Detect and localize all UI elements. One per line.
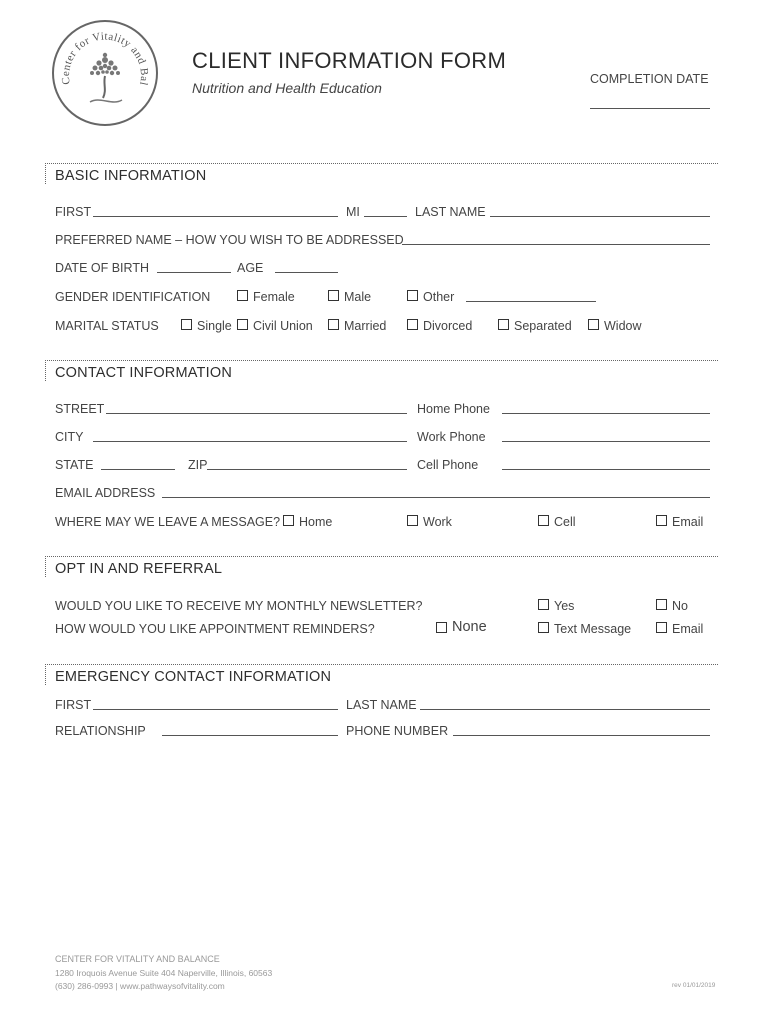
message-work-label: Work <box>423 515 452 529</box>
message-cell-checkbox[interactable] <box>538 515 549 526</box>
reminders-question: HOW WOULD YOU LIKE APPOINTMENT REMINDERS? <box>55 622 375 636</box>
emergency-last-name-label: LAST NAME <box>346 698 417 712</box>
gender-male-label: Male <box>344 290 372 304</box>
message-cell-label: Cell <box>554 515 576 529</box>
reminder-text-checkbox[interactable] <box>538 622 549 633</box>
marital-label: MARITAL STATUS <box>55 319 159 333</box>
gender-other-field[interactable] <box>466 301 596 302</box>
marital-widow-checkbox[interactable] <box>588 319 599 330</box>
newsletter-yes-checkbox[interactable] <box>538 599 549 610</box>
first-name-label: FIRST <box>55 205 92 219</box>
zip-label: ZIP <box>188 458 208 472</box>
marital-civil-union-label: Civil Union <box>253 319 313 333</box>
dob-field[interactable] <box>157 272 231 273</box>
logo <box>52 20 158 126</box>
emergency-last-name-field[interactable] <box>420 709 710 710</box>
marital-widow-label: Widow <box>604 319 642 333</box>
marital-married-checkbox[interactable] <box>328 319 339 330</box>
city-label: CITY <box>55 430 84 444</box>
mi-label: MI <box>346 205 360 219</box>
reminder-none-label: None <box>452 619 487 635</box>
gender-other-checkbox[interactable] <box>407 290 418 301</box>
street-field[interactable] <box>106 413 407 414</box>
work-phone-field[interactable] <box>502 441 710 442</box>
cell-phone-label: Cell Phone <box>417 458 479 472</box>
reminder-text-label: Text Message <box>554 622 632 636</box>
mi-field[interactable] <box>364 216 407 217</box>
dob-label: DATE OF BIRTH <box>55 261 149 275</box>
form-subtitle: Nutrition and Health Education <box>192 80 382 96</box>
reminder-email-label: Email <box>672 622 704 636</box>
form-title: CLIENT INFORMATION FORM <box>192 48 507 73</box>
completion-date-field[interactable] <box>590 108 710 109</box>
svg-text:Center for Vitality and Balanc <box>54 22 150 87</box>
gender-female-checkbox[interactable] <box>237 290 248 301</box>
gender-other-label: Other <box>423 290 455 304</box>
message-label: WHERE MAY WE LEAVE A MESSAGE? <box>55 515 281 529</box>
newsletter-question: WOULD YOU LIKE TO RECEIVE MY MONTHLY NEWSLETTER? <box>55 599 423 613</box>
phone-number-label: PHONE NUMBER <box>346 724 449 738</box>
emergency-first-label: FIRST <box>55 698 92 712</box>
message-work-checkbox[interactable] <box>407 515 418 526</box>
marital-separated-label: Separated <box>514 319 572 333</box>
emergency-first-field[interactable] <box>93 709 338 710</box>
reminder-none-checkbox[interactable] <box>436 622 447 633</box>
relationship-field[interactable] <box>162 735 338 736</box>
phone-number-field[interactable] <box>453 735 710 736</box>
zip-field[interactable] <box>207 469 407 470</box>
email-address-field[interactable] <box>162 497 710 498</box>
message-home-label: Home <box>299 515 333 529</box>
home-phone-label: Home Phone <box>417 402 490 416</box>
marital-divorced-label: Divorced <box>423 319 473 333</box>
home-phone-field[interactable] <box>502 413 710 414</box>
first-name-field[interactable] <box>93 216 338 217</box>
optin-heading: OPT IN AND REFERRAL <box>55 561 223 577</box>
footer-revision: rev 01/01/2019 <box>672 982 716 989</box>
preferred-name-field[interactable] <box>402 244 710 245</box>
gender-female-label: Female <box>253 290 295 304</box>
gender-label: GENDER IDENTIFICATION <box>55 290 211 304</box>
marital-separated-checkbox[interactable] <box>498 319 509 330</box>
message-email-label: Email <box>672 515 704 529</box>
basic-info-heading: BASIC INFORMATION <box>55 168 207 184</box>
logo-text: Center for Vitality and Bal <box>59 30 151 87</box>
cell-phone-field[interactable] <box>502 469 710 470</box>
tree-logo-icon <box>54 22 156 124</box>
footer-contact: (630) 286-0993 | www.pathwaysofvitality.com <box>55 981 225 991</box>
contact-info-heading: CONTACT INFORMATION <box>55 365 232 381</box>
marital-single-label: Single <box>197 319 232 333</box>
relationship-label: RELATIONSHIP <box>55 724 146 738</box>
gender-male-checkbox[interactable] <box>328 290 339 301</box>
completion-date-label: COMPLETION DATE <box>590 72 709 86</box>
message-email-checkbox[interactable] <box>656 515 667 526</box>
emergency-heading: EMERGENCY CONTACT INFORMATION <box>55 669 332 685</box>
last-name-label: LAST NAME <box>415 205 486 219</box>
street-label: STREET <box>55 402 105 416</box>
footer-org: CENTER FOR VITALITY AND BALANCE <box>55 954 220 964</box>
state-field[interactable] <box>101 469 175 470</box>
newsletter-no-label: No <box>672 599 688 613</box>
message-home-checkbox[interactable] <box>283 515 294 526</box>
last-name-field[interactable] <box>490 216 710 217</box>
city-field[interactable] <box>93 441 407 442</box>
work-phone-label: Work Phone <box>417 430 486 444</box>
marital-single-checkbox[interactable] <box>181 319 192 330</box>
marital-married-label: Married <box>344 319 387 333</box>
preferred-name-label: PREFERRED NAME – HOW YOU WISH TO BE ADDRESSED <box>55 233 404 247</box>
state-label: STATE <box>55 458 94 472</box>
marital-divorced-checkbox[interactable] <box>407 319 418 330</box>
age-field[interactable] <box>275 272 338 273</box>
reminder-email-checkbox[interactable] <box>656 622 667 633</box>
footer-address: 1280 Iroquois Avenue Suite 404 Naperville, Illinois, 60563 <box>55 968 273 978</box>
email-address-label: EMAIL ADDRESS <box>55 486 156 500</box>
age-label: AGE <box>237 261 264 275</box>
newsletter-yes-label: Yes <box>554 599 575 613</box>
newsletter-no-checkbox[interactable] <box>656 599 667 610</box>
marital-civil-union-checkbox[interactable] <box>237 319 248 330</box>
